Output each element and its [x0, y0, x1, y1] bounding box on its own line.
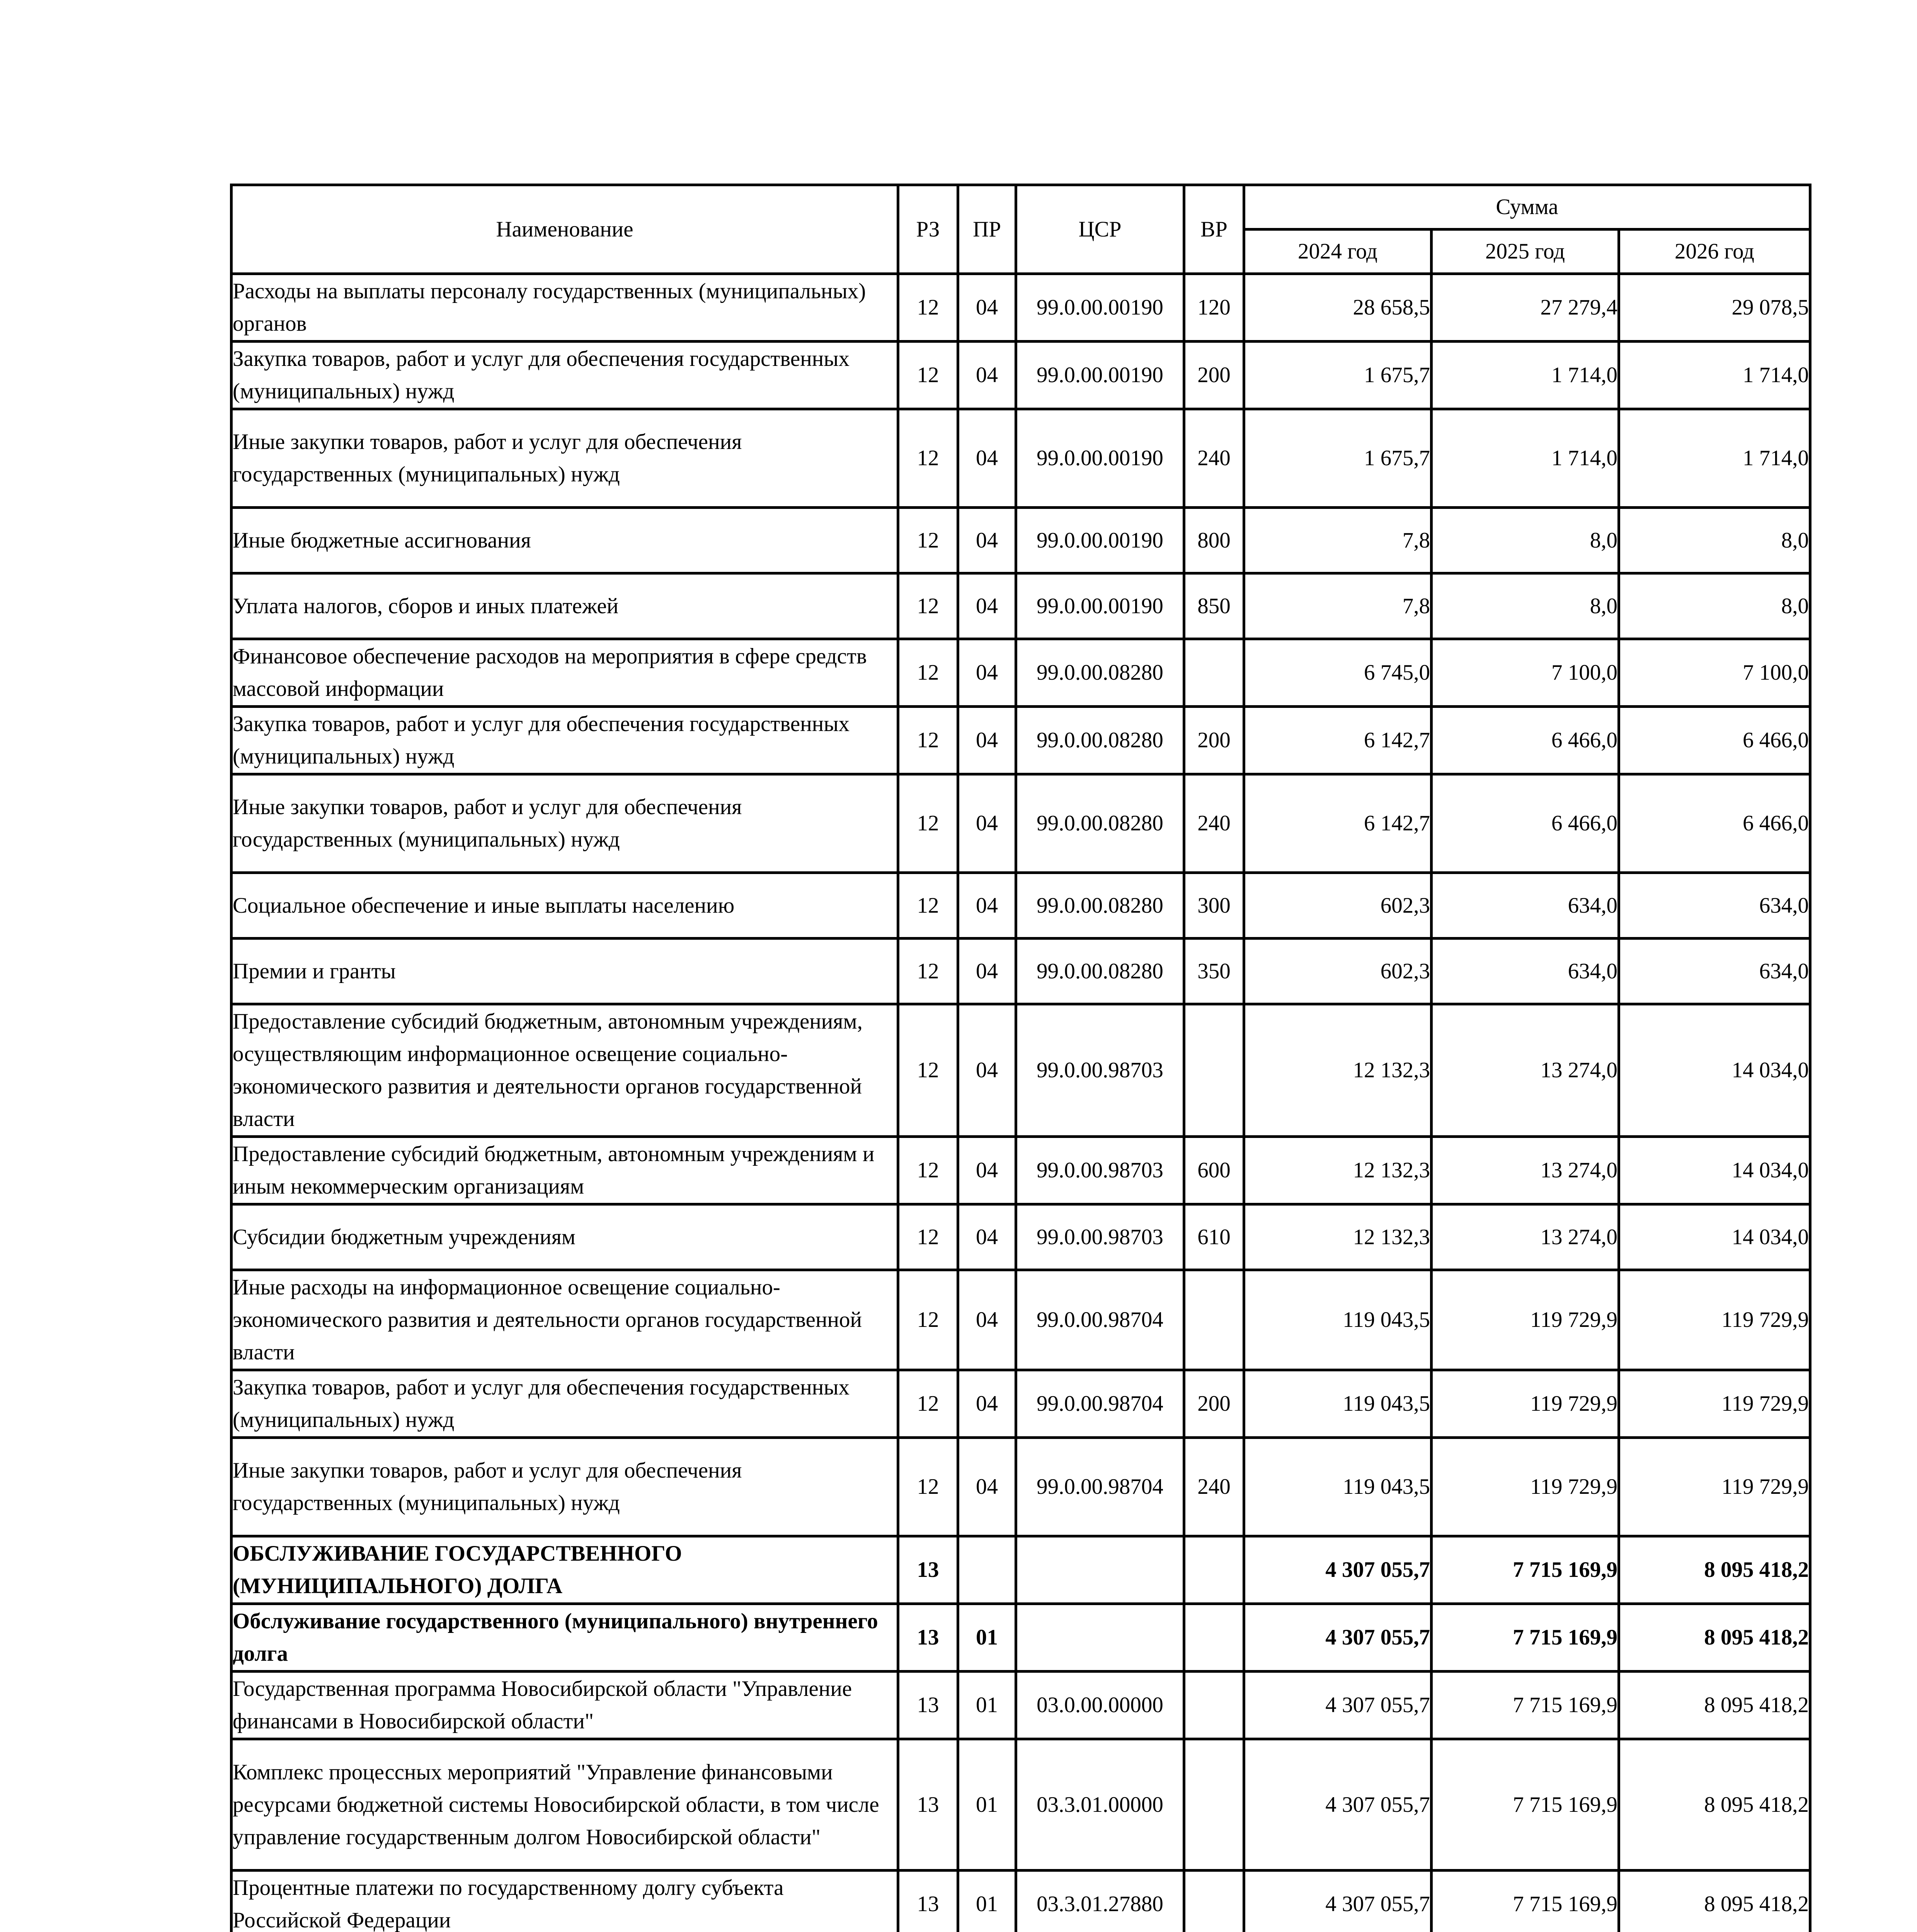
row-name-cell: Расходы на выплаты персоналу государственных (муниципальных) органов [232, 274, 898, 342]
row-csr-cell: 99.0.00.98703 [1016, 1137, 1184, 1204]
row-name-cell: Комплекс процессных мероприятий "Управление финансовыми ресурсами бюджетной системы Новосибирской области, в том числе управление государственным долгом Новосибирской области" [232, 1739, 898, 1871]
row-name-cell: Иные расходы на информационное освещение социально-экономического развития и деятельности органов государственной власти [232, 1270, 898, 1370]
row-sum-2024-cell: 602,3 [1244, 939, 1432, 1004]
row-csr-cell: 99.0.00.00190 [1016, 508, 1184, 573]
table-header [232, 185, 1810, 274]
row-rz-cell: 12 [898, 939, 958, 1004]
table-row [232, 342, 1810, 409]
table-row [232, 1137, 1810, 1204]
row-csr-cell: 99.0.00.00190 [1016, 409, 1184, 508]
row-csr-cell: 99.0.00.08280 [1016, 939, 1184, 1004]
row-pr-cell: 04 [958, 342, 1016, 409]
table-row [232, 1536, 1810, 1604]
row-name-cell: Предоставление субсидий бюджетным, автономным учреждениям, осуществляющим информационное освещение социально-экономического развития и деятельности органов государственной власти [232, 1004, 898, 1137]
row-rz-cell: 12 [898, 1370, 958, 1438]
row-sum-2025-cell: 8,0 [1432, 508, 1619, 573]
row-pr-cell: 04 [958, 774, 1016, 873]
header-csr: ЦСР [1016, 185, 1184, 274]
row-sum-2024-cell: 119 043,5 [1244, 1438, 1432, 1536]
row-name-cell: Государственная программа Новосибирской области "Управление финансами в Новосибирской области" [232, 1672, 898, 1739]
budget-table [230, 184, 1811, 1932]
row-sum-2024-cell: 4 307 055,7 [1244, 1672, 1432, 1739]
header-vr: ВР [1184, 185, 1244, 274]
table-row [232, 1739, 1810, 1871]
row-vr-cell: 200 [1184, 1370, 1244, 1438]
row-name-cell: Субсидии бюджетным учреждениям [232, 1204, 898, 1270]
row-name-cell: Закупка товаров, работ и услуг для обеспечения государственных (муниципальных) нужд [232, 1370, 898, 1438]
header-year-2025: 2025 год [1432, 230, 1619, 274]
row-sum-2026-cell: 634,0 [1619, 873, 1810, 939]
row-sum-2026-cell: 8 095 418,2 [1619, 1871, 1810, 1932]
row-pr-cell: 04 [958, 1004, 1016, 1137]
row-sum-2026-cell: 1 714,0 [1619, 342, 1810, 409]
row-name-cell: ОБСЛУЖИВАНИЕ ГОСУДАРСТВЕННОГО (МУНИЦИПАЛЬНОГО) ДОЛГА [232, 1536, 898, 1604]
row-vr-cell: 200 [1184, 342, 1244, 409]
row-rz-cell: 12 [898, 342, 958, 409]
row-csr-cell: 99.0.00.08280 [1016, 774, 1184, 873]
row-sum-2025-cell: 7 715 169,9 [1432, 1536, 1619, 1604]
row-name-cell: Уплата налогов, сборов и иных платежей [232, 573, 898, 639]
row-rz-cell: 12 [898, 508, 958, 573]
header-rz: РЗ [898, 185, 958, 274]
row-sum-2024-cell: 1 675,7 [1244, 409, 1432, 508]
table-row [232, 1370, 1810, 1438]
row-sum-2026-cell: 8 095 418,2 [1619, 1739, 1810, 1871]
row-pr-cell: 01 [958, 1604, 1016, 1672]
row-sum-2024-cell: 4 307 055,7 [1244, 1604, 1432, 1672]
row-pr-cell: 01 [958, 1739, 1016, 1871]
row-vr-cell: 300 [1184, 873, 1244, 939]
row-sum-2024-cell: 6 142,7 [1244, 774, 1432, 873]
row-vr-cell: 850 [1184, 573, 1244, 639]
row-rz-cell: 12 [898, 873, 958, 939]
row-rz-cell: 12 [898, 573, 958, 639]
row-sum-2026-cell: 119 729,9 [1619, 1438, 1810, 1536]
table-row [232, 774, 1810, 873]
row-rz-cell: 12 [898, 774, 958, 873]
row-csr-cell: 99.0.00.08280 [1016, 639, 1184, 707]
row-pr-cell: 04 [958, 1270, 1016, 1370]
row-csr-cell: 99.0.00.98703 [1016, 1004, 1184, 1137]
row-sum-2026-cell: 8 095 418,2 [1619, 1536, 1810, 1604]
row-sum-2025-cell: 1 714,0 [1432, 409, 1619, 508]
row-sum-2025-cell: 7 715 169,9 [1432, 1672, 1619, 1739]
row-sum-2025-cell: 8,0 [1432, 573, 1619, 639]
row-sum-2026-cell: 1 714,0 [1619, 409, 1810, 508]
row-sum-2026-cell: 14 034,0 [1619, 1204, 1810, 1270]
row-vr-cell [1184, 1270, 1244, 1370]
row-sum-2025-cell: 1 714,0 [1432, 342, 1619, 409]
row-sum-2025-cell: 6 466,0 [1432, 774, 1619, 873]
row-sum-2025-cell: 7 715 169,9 [1432, 1871, 1619, 1932]
row-sum-2025-cell: 119 729,9 [1432, 1270, 1619, 1370]
row-sum-2024-cell: 6 142,7 [1244, 707, 1432, 774]
table-row [232, 508, 1810, 573]
table-row [232, 707, 1810, 774]
row-sum-2024-cell: 1 675,7 [1244, 342, 1432, 409]
row-rz-cell: 13 [898, 1672, 958, 1739]
row-pr-cell: 04 [958, 274, 1016, 342]
row-sum-2024-cell: 119 043,5 [1244, 1370, 1432, 1438]
row-rz-cell: 12 [898, 1137, 958, 1204]
row-name-cell: Премии и гранты [232, 939, 898, 1004]
row-vr-cell: 120 [1184, 274, 1244, 342]
table-row [232, 274, 1810, 342]
row-csr-cell: 99.0.00.00190 [1016, 274, 1184, 342]
table-row [232, 573, 1810, 639]
row-name-cell: Социальное обеспечение и иные выплаты населению [232, 873, 898, 939]
row-sum-2025-cell: 634,0 [1432, 939, 1619, 1004]
row-sum-2024-cell: 12 132,3 [1244, 1004, 1432, 1137]
row-sum-2025-cell: 13 274,0 [1432, 1204, 1619, 1270]
table-row [232, 1672, 1810, 1739]
row-sum-2026-cell: 29 078,5 [1619, 274, 1810, 342]
row-sum-2024-cell: 7,8 [1244, 573, 1432, 639]
row-pr-cell: 04 [958, 1370, 1016, 1438]
row-rz-cell: 12 [898, 639, 958, 707]
row-pr-cell: 04 [958, 573, 1016, 639]
header-pr: ПР [958, 185, 1016, 274]
table-row [232, 409, 1810, 508]
row-rz-cell: 12 [898, 707, 958, 774]
row-csr-cell: 99.0.00.98704 [1016, 1270, 1184, 1370]
row-vr-cell [1184, 1604, 1244, 1672]
row-pr-cell: 04 [958, 707, 1016, 774]
row-vr-cell [1184, 1672, 1244, 1739]
row-sum-2026-cell: 14 034,0 [1619, 1137, 1810, 1204]
table-row [232, 1004, 1810, 1137]
row-vr-cell [1184, 1004, 1244, 1137]
row-rz-cell: 13 [898, 1604, 958, 1672]
row-pr-cell: 01 [958, 1871, 1016, 1932]
table-row [232, 873, 1810, 939]
row-vr-cell [1184, 639, 1244, 707]
header-name: Наименование [232, 185, 898, 274]
row-pr-cell [958, 1536, 1016, 1604]
row-sum-2024-cell: 4 307 055,7 [1244, 1536, 1432, 1604]
row-sum-2026-cell: 6 466,0 [1619, 774, 1810, 873]
row-csr-cell: 03.3.01.00000 [1016, 1739, 1184, 1871]
row-sum-2026-cell: 8 095 418,2 [1619, 1672, 1810, 1739]
row-pr-cell: 04 [958, 1204, 1016, 1270]
row-pr-cell: 04 [958, 409, 1016, 508]
row-sum-2025-cell: 27 279,4 [1432, 274, 1619, 342]
row-name-cell: Иные закупки товаров, работ и услуг для обеспечения государственных (муниципальных) нужд [232, 774, 898, 873]
row-csr-cell: 99.0.00.98704 [1016, 1438, 1184, 1536]
row-sum-2026-cell: 634,0 [1619, 939, 1810, 1004]
table-row [232, 1204, 1810, 1270]
row-name-cell: Обслуживание государственного (муниципального) внутреннего долга [232, 1604, 898, 1672]
row-vr-cell: 600 [1184, 1137, 1244, 1204]
row-vr-cell [1184, 1871, 1244, 1932]
row-csr-cell: 99.0.00.08280 [1016, 873, 1184, 939]
row-sum-2025-cell: 7 715 169,9 [1432, 1604, 1619, 1672]
row-name-cell: Предоставление субсидий бюджетным, автономным учреждениям и иным некоммерческим организациям [232, 1137, 898, 1204]
table-row [232, 1604, 1810, 1672]
row-csr-cell: 99.0.00.00190 [1016, 573, 1184, 639]
row-sum-2026-cell: 7 100,0 [1619, 639, 1810, 707]
row-csr-cell: 99.0.00.98704 [1016, 1370, 1184, 1438]
row-rz-cell: 12 [898, 409, 958, 508]
row-pr-cell: 04 [958, 873, 1016, 939]
row-vr-cell [1184, 1739, 1244, 1871]
row-sum-2024-cell: 602,3 [1244, 873, 1432, 939]
header-year-2026: 2026 год [1619, 230, 1810, 274]
row-sum-2026-cell: 8,0 [1619, 508, 1810, 573]
table-row [232, 1438, 1810, 1536]
row-name-cell: Финансовое обеспечение расходов на мероприятия в сфере средств массовой информации [232, 639, 898, 707]
row-sum-2024-cell: 28 658,5 [1244, 274, 1432, 342]
header-year-2024: 2024 год [1244, 230, 1432, 274]
row-csr-cell: 99.0.00.00190 [1016, 342, 1184, 409]
row-sum-2024-cell: 4 307 055,7 [1244, 1739, 1432, 1871]
row-sum-2026-cell: 6 466,0 [1619, 707, 1810, 774]
table-row [232, 1270, 1810, 1370]
row-rz-cell: 13 [898, 1536, 958, 1604]
row-vr-cell [1184, 1536, 1244, 1604]
row-csr-cell [1016, 1604, 1184, 1672]
row-pr-cell: 04 [958, 1438, 1016, 1536]
row-pr-cell: 04 [958, 639, 1016, 707]
row-sum-2025-cell: 7 715 169,9 [1432, 1739, 1619, 1871]
table-row [232, 639, 1810, 707]
row-csr-cell [1016, 1536, 1184, 1604]
row-pr-cell: 04 [958, 1137, 1016, 1204]
row-sum-2024-cell: 119 043,5 [1244, 1270, 1432, 1370]
row-rz-cell: 13 [898, 1739, 958, 1871]
row-name-cell: Иные закупки товаров, работ и услуг для обеспечения государственных (муниципальных) нужд [232, 1438, 898, 1536]
row-sum-2025-cell: 6 466,0 [1432, 707, 1619, 774]
row-sum-2026-cell: 119 729,9 [1619, 1270, 1810, 1370]
row-pr-cell: 01 [958, 1672, 1016, 1739]
row-vr-cell: 240 [1184, 409, 1244, 508]
header-sum: Сумма [1244, 185, 1810, 230]
row-rz-cell: 13 [898, 1871, 958, 1932]
row-pr-cell: 04 [958, 508, 1016, 573]
row-sum-2026-cell: 119 729,9 [1619, 1370, 1810, 1438]
row-csr-cell: 99.0.00.98703 [1016, 1204, 1184, 1270]
row-sum-2025-cell: 634,0 [1432, 873, 1619, 939]
row-sum-2024-cell: 6 745,0 [1244, 639, 1432, 707]
row-name-cell: Иные закупки товаров, работ и услуг для обеспечения государственных (муниципальных) нужд [232, 409, 898, 508]
row-name-cell: Закупка товаров, работ и услуг для обеспечения государственных (муниципальных) нужд [232, 342, 898, 409]
row-csr-cell: 99.0.00.08280 [1016, 707, 1184, 774]
row-sum-2026-cell: 14 034,0 [1619, 1004, 1810, 1137]
row-vr-cell: 610 [1184, 1204, 1244, 1270]
row-sum-2024-cell: 12 132,3 [1244, 1137, 1432, 1204]
row-sum-2025-cell: 13 274,0 [1432, 1137, 1619, 1204]
row-csr-cell: 03.0.00.00000 [1016, 1672, 1184, 1739]
row-sum-2024-cell: 12 132,3 [1244, 1204, 1432, 1270]
row-rz-cell: 12 [898, 1004, 958, 1137]
row-name-cell: Закупка товаров, работ и услуг для обеспечения государственных (муниципальных) нужд [232, 707, 898, 774]
row-rz-cell: 12 [898, 1270, 958, 1370]
row-vr-cell: 350 [1184, 939, 1244, 1004]
row-sum-2024-cell: 4 307 055,7 [1244, 1871, 1432, 1932]
table-body [232, 274, 1810, 1932]
row-rz-cell: 12 [898, 1204, 958, 1270]
row-pr-cell: 04 [958, 939, 1016, 1004]
row-sum-2025-cell: 7 100,0 [1432, 639, 1619, 707]
row-name-cell: Иные бюджетные ассигнования [232, 508, 898, 573]
row-sum-2025-cell: 119 729,9 [1432, 1370, 1619, 1438]
row-sum-2024-cell: 7,8 [1244, 508, 1432, 573]
table-row [232, 1871, 1810, 1932]
row-vr-cell: 200 [1184, 707, 1244, 774]
row-csr-cell: 03.3.01.27880 [1016, 1871, 1184, 1932]
row-sum-2025-cell: 119 729,9 [1432, 1438, 1619, 1536]
row-sum-2025-cell: 13 274,0 [1432, 1004, 1619, 1137]
row-rz-cell: 12 [898, 274, 958, 342]
row-vr-cell: 800 [1184, 508, 1244, 573]
table-row [232, 939, 1810, 1004]
row-vr-cell: 240 [1184, 1438, 1244, 1536]
row-sum-2026-cell: 8 095 418,2 [1619, 1604, 1810, 1672]
row-rz-cell: 12 [898, 1438, 958, 1536]
row-vr-cell: 240 [1184, 774, 1244, 873]
row-name-cell: Процентные платежи по государственному долгу субъекта Российской Федерации [232, 1871, 898, 1932]
row-sum-2026-cell: 8,0 [1619, 573, 1810, 639]
